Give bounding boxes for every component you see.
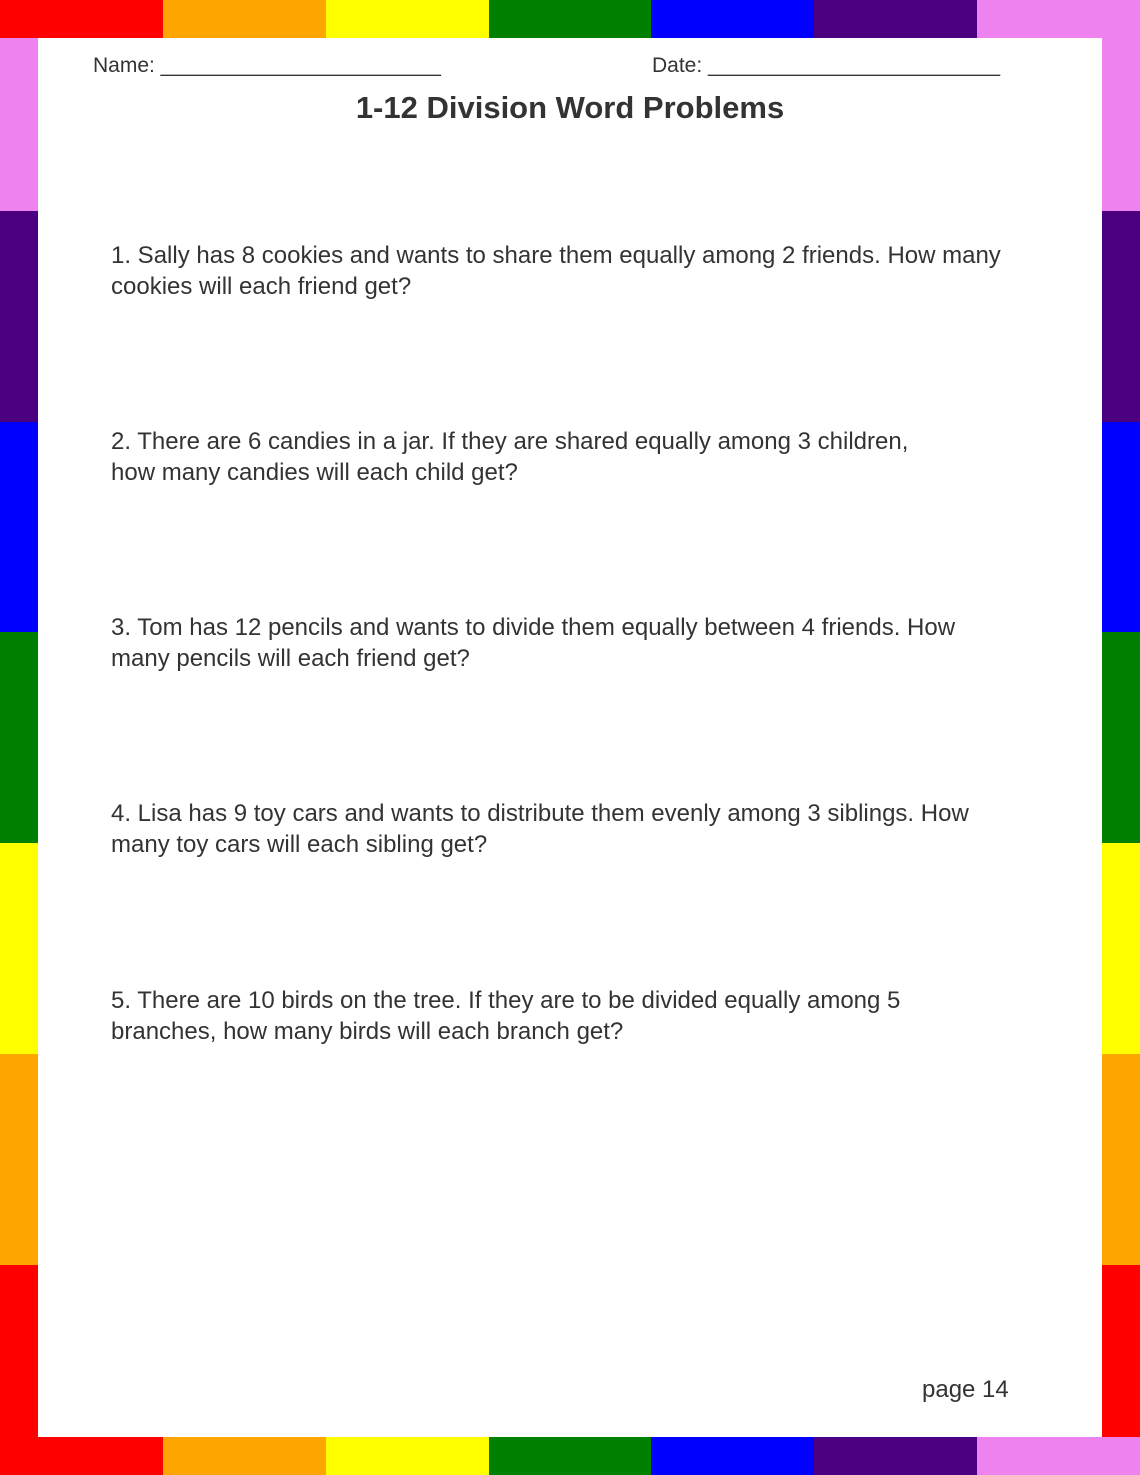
date-field-line: Date: _________________________ (652, 54, 1001, 77)
page-number: page 14 (922, 1376, 1009, 1403)
border-top-segment-red (0, 0, 163, 38)
problem-4-line-1: 4. Lisa has 9 toy cars and wants to distribute them evenly among 3 siblings. How (111, 800, 969, 827)
problem-1 (111, 240, 1086, 302)
problem-4 (111, 798, 1086, 860)
border-right-segment-red (1102, 1265, 1140, 1437)
border-left-segment-blue (0, 422, 38, 632)
problem-2-line-2: how many candies will each child get? (111, 459, 518, 486)
problem-3-line-1: 3. Tom has 12 pencils and wants to divide them equally between 4 friends. How (111, 614, 956, 641)
border-top-segment-blue (651, 0, 814, 38)
border-left-segment-red (0, 1265, 38, 1437)
border-bottom-segment-indigo (814, 1437, 977, 1475)
border-right-segment-green (1102, 632, 1140, 843)
border-bottom-segment-yellow (326, 1437, 489, 1475)
border-right-segment-yellow (1102, 843, 1140, 1054)
border-right-segment-orange (1102, 1054, 1140, 1265)
border-bottom-segment-orange (163, 1437, 326, 1475)
border-left-segment-yellow (0, 843, 38, 1054)
problem-3 (111, 612, 1086, 674)
border-bottom-segment-blue (651, 1437, 814, 1475)
border-left-segment-green (0, 632, 38, 843)
border-right-segment-blue (1102, 422, 1140, 632)
worksheet-title: 1-12 Division Word Problems (355, 90, 785, 125)
border-right-segment-indigo (1102, 211, 1140, 422)
problem-2 (111, 426, 1086, 488)
border-bottom-segment-violet (977, 1437, 1140, 1475)
problem-2-line-1: 2. There are 6 candies in a jar. If they are shared equally among 3 children, (111, 428, 909, 455)
problem-5-line-2: branches, how many birds will each branch get? (111, 1018, 624, 1045)
border-left-segment-indigo (0, 211, 38, 422)
border-top-segment-green (489, 0, 651, 38)
border-top-segment-yellow (326, 0, 489, 38)
border-bottom-segment-green (489, 1437, 651, 1475)
border-top-segment-indigo (814, 0, 977, 38)
border-left-segment-orange (0, 1054, 38, 1265)
problem-3-line-2: many pencils will each friend get? (111, 645, 470, 672)
problem-5 (111, 985, 1086, 1047)
border-top-segment-violet (977, 0, 1140, 38)
problem-1-line-2: cookies will each friend get? (111, 273, 412, 300)
problem-4-line-2: many toy cars will each sibling get? (111, 831, 488, 858)
border-bottom-segment-red (0, 1437, 163, 1475)
border-top-segment-orange (163, 0, 326, 38)
problem-1-line-1: 1. Sally has 8 cookies and wants to share them equally among 2 friends. How many (111, 242, 1001, 269)
name-field-line: Name: ________________________ (93, 54, 441, 77)
problem-5-line-1: 5. There are 10 birds on the tree. If they are to be divided equally among 5 (111, 987, 901, 1014)
